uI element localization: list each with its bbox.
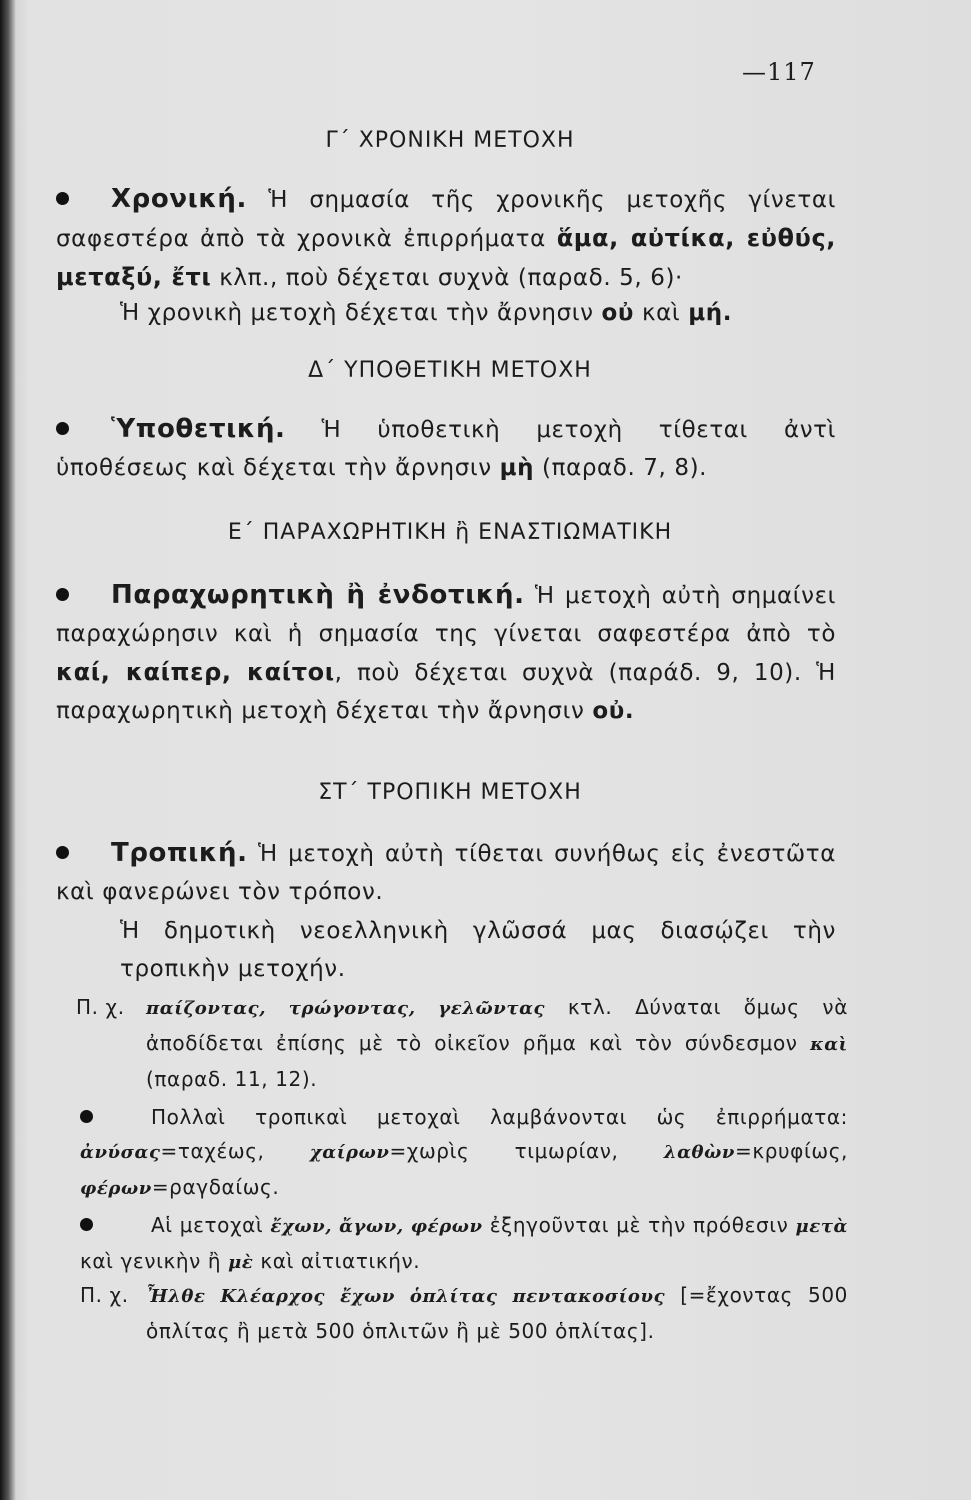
paragraph-concessive: Παραχωρητικὴ ἢ ἐνδοτική. Ἡ μετοχὴ αὐτὴ σημαίνει παραχώρησιν καὶ ἡ σημασία της γίνεται σαφεστέρα ἀπὸ τὸ καί, καίπερ, καίτοι, ποὺ δέχεται συχνὰ (παράδ. 9, 10). Ἡ παραχωρητικὴ μετοχὴ δέχεται τὴν ἄρνησιν οὐ. [56,580,837,724]
term-modal: Τροπική. [111,838,248,868]
paragraph-prepositional: Αἱ μετοχαὶ ἔχων, ἄγων, φέρων ἐξηγοῦνται μὲ τὴν πρόθεσιν μετὰ καὶ γενικὴν ἢ μὲ καὶ αἰτιατικήν. [80,1213,848,1273]
term-chronic: Χρονική. [111,184,248,214]
heading-concessive: Ε΄ ΠΑΡΑΧΩΡΗΤΙΚΗ ἢ ΕΝΑΣΤΙΩΜΑΤΙΚΗ [227,520,673,545]
page-binding-shadow [0,0,16,1500]
heading-modal: ΣΤ΄ ΤΡΟΠΙΚΗ ΜΕΤΟΧΗ [318,780,582,805]
heading-hypothetical: Δ΄ ΥΠΟΘΕΤΙΚΗ ΜΕΤΟΧΗ [308,358,592,383]
example-label-2: Π. χ. [80,1283,129,1307]
example-label-1: Π. χ. [76,995,125,1019]
example-2: Ἦλθε Κλέαρχος ἔχων ὁπλίτας πεντακοσίους [=ἔχοντας 500 ὁπλίτας ἢ μετὰ 500 ὁπλιτῶν ἢ μὲ 500 ὁπλίτας]. [146,1283,848,1343]
bullet-icon [56,846,69,859]
paragraph-chronic-negation: Ἡ χρονικὴ μετοχὴ δέχεται τὴν ἄρνησιν οὐ καὶ μή. [120,300,733,326]
heading-chronic: Γ΄ ΧΡΟΝΙΚΗ ΜΕΤΟΧΗ [325,128,575,153]
bullet-icon [56,192,69,205]
paragraph-hypothetical: Ὑποθετική. Ἡ ὑποθετικὴ μετοχὴ τίθεται ἀντὶ ὑποθέσεως καὶ δέχεται τὴν ἄρνησιν μὴ (παραδ. 7, 8). [56,414,836,481]
bullet-icon [80,1218,93,1231]
paragraph-chronic: Χρονική. Ἡ σημασία τῆς χρονικῆς μετοχῆς γίνεται σαφεστέρα ἀπὸ τὰ χρονικὰ ἐπιρρήματα ἅμα, αὐτίκα, εὐθύς, μεταξύ, ἔτι κλπ., ποὺ δέχεται συχνὰ (παραδ. 5, 6)· [56,184,836,291]
term-hypothetical: Ὑποθετική. [111,414,286,444]
paragraph-modal: Τροπική. Ἡ μετοχὴ αὐτὴ τίθεται συνήθως εἰς ἐνεστῶτα καὶ φανερώνει τὸν τρόπον. [56,838,836,905]
page-number: —117 [742,58,816,86]
bullet-icon [56,588,69,601]
example-1: παίζοντας, τρώγοντας, γελῶντας κτλ. Δύναται ὅμως νὰ ἀποδίδεται ἐπίσης μὲ τὸ οἰκεῖον ρῆμα καὶ τὸν σύνδεσμον καὶ (παραδ. 11, 12). [146,995,848,1091]
bullet-icon [56,422,69,435]
paragraph-adverbial-participles: Πολλαὶ τροπικαὶ μετοχαὶ λαμβάνονται ὡς ἐπιρρήματα: ἀνύσας=ταχέως, χαίρων=χωρὶς τιμωρίαν, λαθὼν=κρυφίως, φέρων=ραγδαίως. [80,1105,848,1199]
term-concessive: Παραχωρητικὴ ἢ ἐνδοτική. [111,580,525,610]
bullet-icon [80,1110,93,1123]
paragraph-modal-demotic: Ἡ δημοτικὴ νεοελληνικὴ γλῶσσά μας διασῴζει τὴν τροπικὴν μετοχήν. [120,918,836,982]
